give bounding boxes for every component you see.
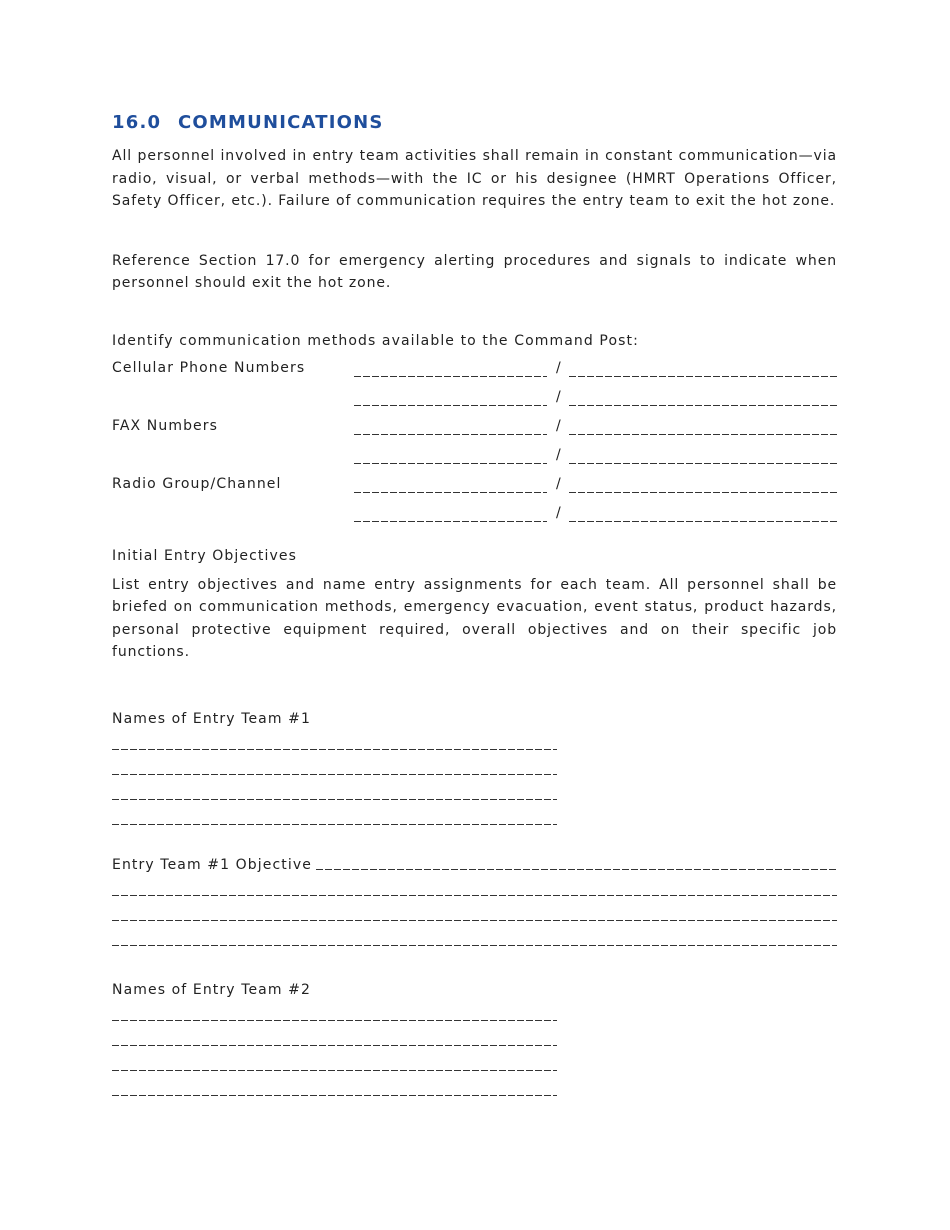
team1-objective-row: [112, 857, 837, 873]
fill-blank-line[interactable]: [569, 521, 837, 522]
initial-entry-paragraph: List entry objectives and name entry assignments for each team. All personnel shall be briefed on communication methods, emergency evacuation, event status, product hazards, personal protective equipment required, overall objectives and on their specific job functions.: [112, 576, 837, 660]
comm-row-label: Radio Group/Channel: [112, 475, 282, 492]
team2-names-label: Names of Entry Team #2: [112, 981, 311, 998]
fill-blank-line[interactable]: [354, 376, 547, 377]
fill-blank-line[interactable]: [569, 405, 837, 406]
fill-blank-line[interactable]: [112, 945, 837, 946]
fill-blank-line[interactable]: [112, 774, 557, 775]
comm-row-fax-2: [112, 447, 837, 476]
fill-blank-line[interactable]: [354, 463, 547, 464]
team1-objective-label: Entry Team #1 Objective: [112, 856, 312, 873]
slash-separator: /: [556, 359, 562, 376]
paragraph-reference-section: Reference Section 17.0 for emergency alerting procedures and signals to indicate when personnel should exit the hot zone.: [112, 252, 837, 291]
fill-blank-line[interactable]: [112, 1045, 557, 1046]
slash-separator: /: [556, 475, 562, 492]
slash-separator: /: [556, 388, 562, 405]
fill-blank-line[interactable]: [569, 492, 837, 493]
team2-names-blanks: [112, 1020, 837, 1096]
comm-row-label: FAX Numbers: [112, 417, 219, 434]
fill-blank-line[interactable]: [112, 1020, 557, 1021]
fill-blank-line[interactable]: [112, 895, 837, 896]
fill-blank-line[interactable]: [112, 920, 837, 921]
comm-row-fax-1: [112, 418, 837, 447]
fill-blank-line[interactable]: [316, 869, 837, 870]
comm-methods-intro: Identify communication methods available to the Command Post:: [112, 332, 639, 349]
section-title: COMMUNICATIONS: [178, 112, 384, 133]
fill-blank-line[interactable]: [354, 521, 547, 522]
fill-blank-line[interactable]: [354, 405, 547, 406]
comm-row-cellular-1: [112, 360, 837, 389]
document-page: [112, 112, 837, 1120]
paragraph-communication-requirement: All personnel involved in entry team activities shall remain in constant communication—via radio, visual, or verbal methods—with the IC or his designee (HMRT Operations Officer, Safety Officer, etc.). Failure of communication requires the entry team to exit the hot zone.: [112, 148, 837, 209]
fill-blank-line[interactable]: [112, 749, 557, 750]
section-number: 16.0: [112, 112, 162, 133]
team1-objective-blanks: [112, 895, 837, 946]
fill-blank-line[interactable]: [112, 1095, 557, 1096]
fill-blank-line[interactable]: [112, 1070, 557, 1071]
section-heading: [112, 112, 837, 133]
team1-names-blanks: [112, 749, 837, 825]
comm-row-radio-1: [112, 476, 837, 505]
comm-methods-table: [112, 360, 837, 534]
comm-row-cellular-2: [112, 389, 837, 418]
fill-blank-line[interactable]: [569, 376, 837, 377]
slash-separator: /: [556, 504, 562, 521]
comm-row-radio-2: [112, 505, 837, 534]
slash-separator: /: [556, 446, 562, 463]
fill-blank-line[interactable]: [569, 434, 837, 435]
slash-separator: /: [556, 417, 562, 434]
comm-row-label: Cellular Phone Numbers: [112, 359, 306, 376]
fill-blank-line[interactable]: [112, 799, 557, 800]
fill-blank-line[interactable]: [354, 434, 547, 435]
fill-blank-line[interactable]: [112, 824, 557, 825]
fill-blank-line[interactable]: [354, 492, 547, 493]
initial-entry-heading: Initial Entry Objectives: [112, 547, 297, 564]
team1-names-label: Names of Entry Team #1: [112, 710, 311, 727]
fill-blank-line[interactable]: [569, 463, 837, 464]
